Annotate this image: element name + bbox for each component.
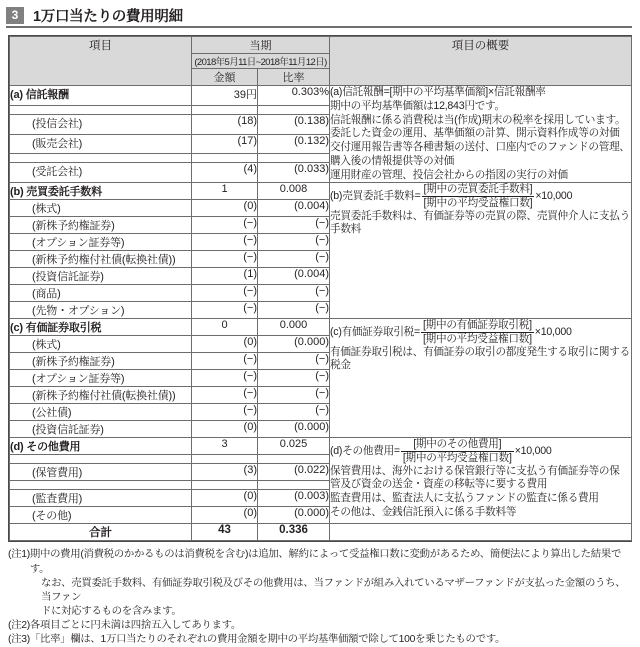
- formula-fraction: [401, 438, 514, 463]
- row-label: [10, 268, 192, 285]
- row-amount: (−): [192, 251, 258, 268]
- row-rate: 0.303%: [258, 86, 330, 106]
- row-amount: (−): [192, 285, 258, 302]
- row-label: [10, 353, 192, 370]
- formula-numerator: [期中の有価証券取引税]: [422, 319, 532, 332]
- row-rate: (0.000): [258, 421, 330, 438]
- row-spacer: [10, 481, 192, 490]
- row-label-text: (新株予約権証券): [32, 220, 115, 233]
- row-label-text: (新株予約権付社債(転換社債)): [32, 254, 176, 267]
- desc-line: その他は、金銭信託預入に係る手数料等: [330, 506, 517, 518]
- row-rate: (0.132): [258, 134, 330, 154]
- col-header-period: 当期: [192, 37, 330, 54]
- formula-numerator: [期中のその他費用]: [401, 438, 514, 451]
- formula-d: [330, 438, 631, 463]
- title-underline: [6, 26, 632, 28]
- row-label-text: (新株予約権証券): [32, 356, 115, 369]
- row-label-text: (公社債): [32, 407, 72, 420]
- row-amount: (4): [192, 163, 258, 183]
- row-amount: (−): [192, 370, 258, 387]
- row-amount: 0: [192, 319, 258, 336]
- col-header-period-range: (2018年5月11日~2018年11月12日): [192, 54, 330, 69]
- footnote-label: (注3): [8, 634, 30, 646]
- formula-tail: ×10,000: [514, 444, 552, 457]
- row-rate: 0.008: [258, 183, 330, 200]
- row-spacer: [10, 105, 192, 114]
- row-label-text: (監査費用): [32, 493, 83, 506]
- row-label: (c) 有価証券取引税: [10, 319, 192, 336]
- row-label: [10, 336, 192, 353]
- row-amount: (−): [192, 353, 258, 370]
- cost-detail-table: [9, 36, 632, 541]
- row-label: [10, 464, 192, 481]
- table-row: [10, 183, 632, 200]
- desc-line: 運用財産の管理、投信会社からの指図の実行の対価: [330, 168, 568, 181]
- row-rate: 0.025: [258, 438, 330, 455]
- header-row-1: [10, 37, 632, 54]
- row-rate: (0.033): [258, 163, 330, 183]
- row-rate: (−): [258, 404, 330, 421]
- cost-detail-table-wrapper: [8, 35, 632, 542]
- row-rate: 0.000: [258, 319, 330, 336]
- row-amount: (0): [192, 421, 258, 438]
- formula-c: [330, 319, 631, 344]
- table-header: [10, 37, 632, 86]
- formula-lead: (b)売買委託手数料=: [330, 189, 421, 202]
- row-label: (d) その他費用: [10, 438, 192, 455]
- row-rate: (−): [258, 302, 330, 319]
- formula-fraction: [421, 319, 534, 344]
- desc-line: (a)信託報酬=[期中の平均基準価額]×信託報酬率: [330, 86, 546, 98]
- footnote-1-line2: なお、売買委託手数料、有価証券取引税及びその他費用は、当ファンドが組み入れているマザーファンドが支払った金額のうち、当ファン: [41, 577, 626, 603]
- desc-line: 信託報酬に係る消費税は当(作成)期末の税率を採用しています。: [330, 113, 626, 126]
- row-label: [10, 490, 192, 507]
- row-label-text: (先物・オプション): [32, 305, 125, 318]
- row-label: (a) 信託報酬: [10, 86, 192, 106]
- row-rate: (−): [258, 370, 330, 387]
- footnote-text: 期中の費用(消費税のかかるものは消費税を含む)は追加、解約によって受益権口数に変動があるため、簡便法により算出した結果です。: [29, 549, 622, 575]
- row-spacer-amount: [192, 481, 258, 490]
- row-label: [10, 302, 192, 319]
- footnote-1: [8, 548, 632, 576]
- row-label: [10, 404, 192, 421]
- row-spacer: [10, 154, 192, 163]
- footnotes: [8, 548, 632, 647]
- section-c-description: [330, 319, 632, 438]
- section-d-description: [330, 438, 632, 524]
- row-amount: (−): [192, 387, 258, 404]
- row-amount: (3): [192, 464, 258, 481]
- formula-b: [330, 183, 631, 208]
- col-header-description: 項目の概要: [330, 37, 632, 86]
- desc-line: 期中の平均基準価額は12,843円です。: [330, 99, 505, 112]
- row-label: [10, 217, 192, 234]
- row-label-text: (その他): [32, 510, 72, 523]
- row-label: (b) 売買委託手数料: [10, 183, 192, 200]
- row-label-text: (保管費用): [32, 467, 83, 480]
- page-title: [0, 0, 640, 24]
- row-amount: (0): [192, 336, 258, 353]
- row-label: [10, 234, 192, 251]
- formula-denominator: [期中の平均受益権口数]: [422, 332, 532, 345]
- row-label-text: (新株予約権付社債(転換社債)): [32, 390, 176, 403]
- row-amount: (0): [192, 490, 258, 507]
- formula-tail: ×10,000: [535, 189, 573, 202]
- row-amount: 1: [192, 183, 258, 200]
- desc-line: 監査費用は、監査法人に支払うファンドの監査に係る費用: [330, 492, 599, 505]
- row-spacer: [10, 455, 192, 464]
- formula-denominator: [期中の平均受益権口数]: [402, 451, 512, 464]
- formula-fraction: [422, 183, 535, 208]
- row-amount: (−): [192, 217, 258, 234]
- row-label: [10, 114, 192, 134]
- row-label-text: (オプション証券等): [32, 237, 125, 250]
- row-label: [10, 507, 192, 524]
- row-rate: (−): [258, 353, 330, 370]
- desc-line: 委託した資金の運用、基準価額の計算、開示資料作成等の対価: [330, 127, 620, 140]
- desc-line: 保管費用は、海外における保管銀行等に支払う有価証券等の保: [330, 464, 620, 477]
- row-rate: (−): [258, 285, 330, 302]
- section-number-badge: 3: [6, 7, 24, 24]
- row-label-text: (商品): [32, 288, 61, 301]
- row-rate: (0.003): [258, 490, 330, 507]
- row-amount: (0): [192, 200, 258, 217]
- row-rate: (−): [258, 387, 330, 404]
- total-label: 合計: [10, 524, 192, 541]
- row-amount: (18): [192, 114, 258, 134]
- footnote-label: (注2): [8, 620, 30, 632]
- row-amount: (−): [192, 234, 258, 251]
- row-label: [10, 370, 192, 387]
- row-label-text: (投資信託証券): [32, 271, 104, 284]
- desc-line: 購入後の情報提供等の対価: [330, 154, 455, 167]
- section-b-description: [330, 183, 632, 319]
- row-rate: (−): [258, 251, 330, 268]
- formula-denominator: [期中の平均受益権口数]: [423, 196, 533, 209]
- col-header-rate: 比率: [258, 69, 330, 86]
- row-label-text: (投資信託証券): [32, 424, 104, 437]
- row-label: [10, 251, 192, 268]
- total-amount: 43: [192, 524, 258, 541]
- row-amount: (17): [192, 134, 258, 154]
- row-amount: (−): [192, 302, 258, 319]
- row-spacer-amount: [192, 455, 258, 464]
- table-total-row: [10, 524, 632, 541]
- footnote-3: [8, 633, 632, 647]
- row-amount: 39円: [192, 86, 258, 106]
- section-a-description: [330, 86, 632, 183]
- formula-tail: ×10,000: [534, 325, 572, 338]
- row-spacer-rate: [258, 455, 330, 464]
- row-amount: (1): [192, 268, 258, 285]
- row-rate: (0.000): [258, 507, 330, 524]
- row-label: [10, 163, 192, 183]
- footnote-text: 「比率」欄は、1万口当たりのそれぞれの費用金額を期中の平均基準価額で除して100を乗じたものです。: [29, 634, 506, 646]
- footnote-1-line3: ドに対応するものを含みます。: [41, 605, 182, 617]
- row-label: [10, 421, 192, 438]
- row-rate: (0.022): [258, 464, 330, 481]
- section-title-text: 1万口当たりの費用明細: [33, 9, 183, 25]
- row-spacer-rate: [258, 105, 330, 114]
- table-row: [10, 319, 632, 336]
- row-amount: (0): [192, 507, 258, 524]
- footnote-2: [8, 619, 632, 633]
- row-spacer-amount: [192, 154, 258, 163]
- col-header-amount: 金額: [192, 69, 258, 86]
- row-label-text: (受託会社): [32, 166, 83, 179]
- footnote-text: 各項目ごとに円未満は四捨五入してあります。: [29, 620, 241, 632]
- row-rate: (−): [258, 234, 330, 251]
- row-amount: 3: [192, 438, 258, 455]
- desc-line: 有価証券取引税は、有価証券の取引の都度発生する取引に関する税金: [330, 345, 630, 372]
- table-row: [10, 86, 632, 106]
- table-row: [10, 438, 632, 455]
- total-rate: 0.336: [258, 524, 330, 541]
- formula-lead: (c)有価証券取引税=: [330, 325, 420, 338]
- row-spacer-rate: [258, 154, 330, 163]
- formula-lead: (d)その他費用=: [330, 444, 400, 457]
- row-rate: (0.000): [258, 336, 330, 353]
- total-description: [330, 524, 632, 541]
- row-spacer-rate: [258, 481, 330, 490]
- col-header-item: 項目: [10, 37, 192, 86]
- row-label: [10, 387, 192, 404]
- row-label-text: (販売会社): [32, 137, 83, 150]
- footnote-label: (注1): [8, 549, 30, 561]
- row-spacer-amount: [192, 105, 258, 114]
- row-label: [10, 134, 192, 154]
- table-body: [10, 86, 632, 541]
- row-label-text: (投信会社): [32, 117, 83, 130]
- desc-line: 交付運用報告書等各種書類の送付、口座内でのファンドの管理、: [330, 141, 630, 154]
- desc-line: 管及び資金の送金・資産の移転等に要する費用: [330, 478, 548, 491]
- row-label: [10, 200, 192, 217]
- row-rate: (−): [258, 217, 330, 234]
- row-label-text: (オプション証券等): [32, 373, 125, 386]
- row-label-text: (株式): [32, 339, 61, 352]
- row-label-text: (株式): [32, 203, 61, 216]
- desc-line: 売買委託手数料は、有価証券等の売買の際、売買仲介人に支払う手数料: [330, 209, 630, 236]
- row-amount: (−): [192, 404, 258, 421]
- row-rate: (0.004): [258, 200, 330, 217]
- row-rate: (0.138): [258, 114, 330, 134]
- row-label: [10, 285, 192, 302]
- row-rate: (0.004): [258, 268, 330, 285]
- formula-numerator: [期中の売買委託手数料]: [423, 183, 533, 196]
